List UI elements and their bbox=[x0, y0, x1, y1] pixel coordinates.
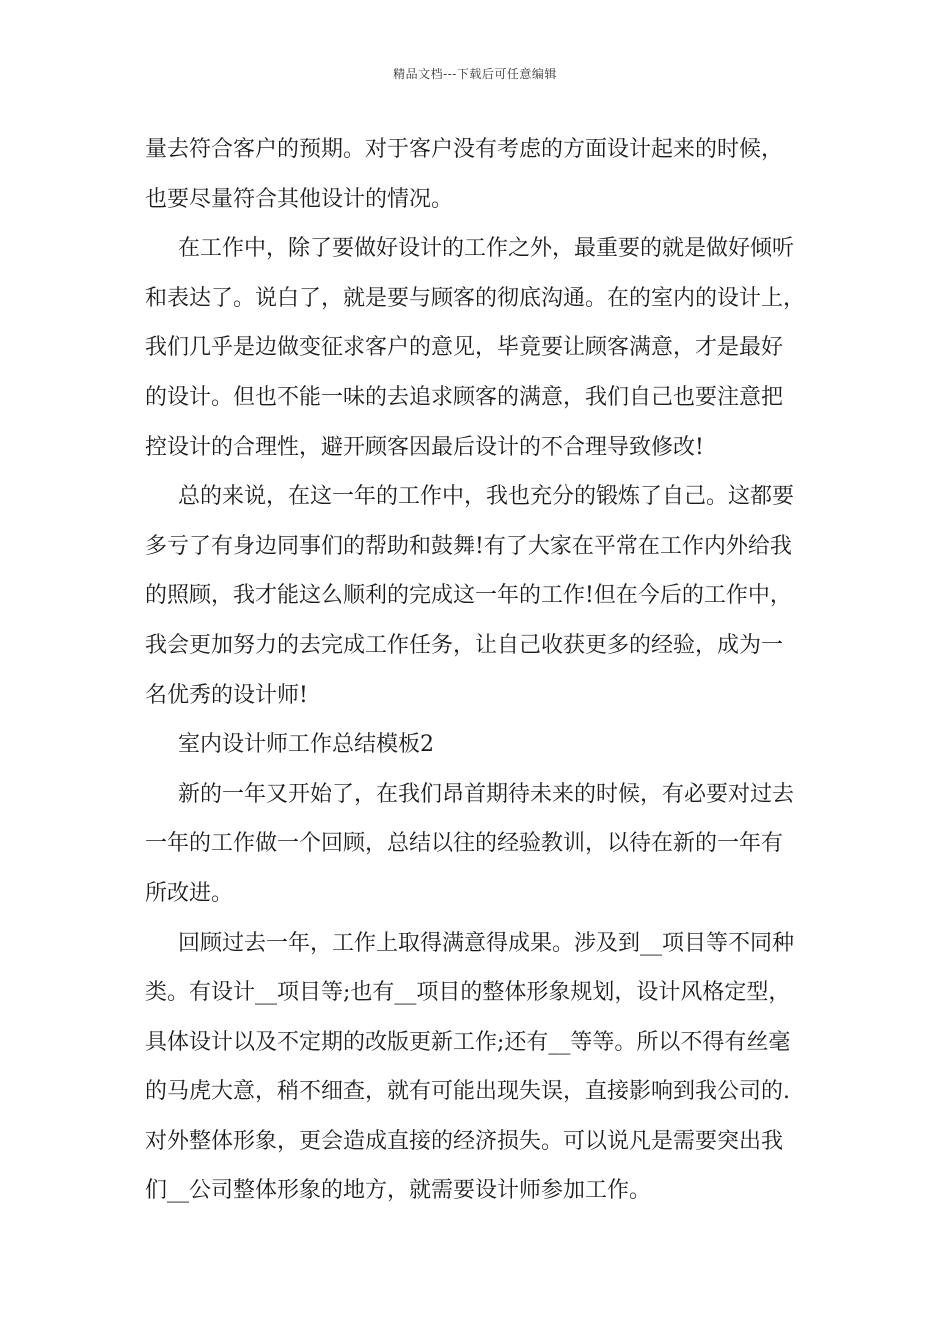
text-line: 控设计的合理性，避开顾客因最后设计的不合理导致修改! bbox=[145, 434, 704, 460]
text-line: 的设计。但也不能一味的去追求顾客的满意，我们自己也要注意把 bbox=[145, 384, 784, 410]
text-line: 我会更加努力的去完成工作任务，让自己收获更多的经验，成为一 bbox=[145, 632, 784, 658]
text-line: 回顾过去一年，工作上取得满意得成果。涉及到__项目等不同种 bbox=[178, 930, 795, 956]
text-line: 总的来说，在这一年的工作中，我也充分的锻炼了自己。这都要 bbox=[178, 484, 795, 510]
text-line: 也要尽量符合其他设计的情况。 bbox=[145, 186, 454, 212]
text-line: 们__公司整体形象的地方，就需要设计师参加工作。 bbox=[145, 1178, 652, 1204]
text-line: 具体设计以及不定期的改版更新工作;还有__等等。所以不得有丝毫 bbox=[145, 1029, 791, 1055]
text-line: 和表达了。说白了，就是要与顾客的彻底沟通。在的室内的设计上， bbox=[145, 285, 806, 311]
page-header: 精品文档---下载后可任意编辑 bbox=[393, 67, 557, 81]
text-line: 的马虎大意，稍不细查，就有可能出现失误，直接影响到我公司的. bbox=[145, 1079, 790, 1105]
text-line: 对外整体形象，更会造成直接的经济损失。可以说凡是需要突出我 bbox=[145, 1128, 784, 1154]
text-line: 的照顾，我才能这么顺利的完成这一年的工作!但在今后的工作中， bbox=[145, 583, 792, 609]
text-line: 新的一年又开始了，在我们昂首期待未来的时候，有必要对过去 bbox=[178, 781, 795, 807]
text-line: 多亏了有身边同事们的帮助和鼓舞!有了大家在平常在工作内外给我 bbox=[145, 533, 792, 559]
text-line: 名优秀的设计师! bbox=[145, 682, 308, 708]
text-line: 一年的工作做一个回顾，总结以往的经验教训，以待在新的一年有 bbox=[145, 831, 784, 857]
text-line: 量去符合客户的预期。对于客户没有考虑的方面设计起来的时候， bbox=[145, 137, 784, 162]
document-body bbox=[145, 125, 835, 1216]
text-line: 类。有设计__项目等;也有__项目的整体形象规划，设计风格定型， bbox=[145, 980, 791, 1006]
text-line: 在工作中，除了要做好设计的工作之外，最重要的就是做好倾听 bbox=[178, 236, 795, 262]
text-line: 我们几乎是边做变征求客户的意见，毕竟要让顾客满意，才是最好 bbox=[145, 335, 784, 361]
section-heading: 室内设计师工作总结模板2 bbox=[178, 732, 434, 758]
text-line: 所改进。 bbox=[145, 880, 234, 906]
